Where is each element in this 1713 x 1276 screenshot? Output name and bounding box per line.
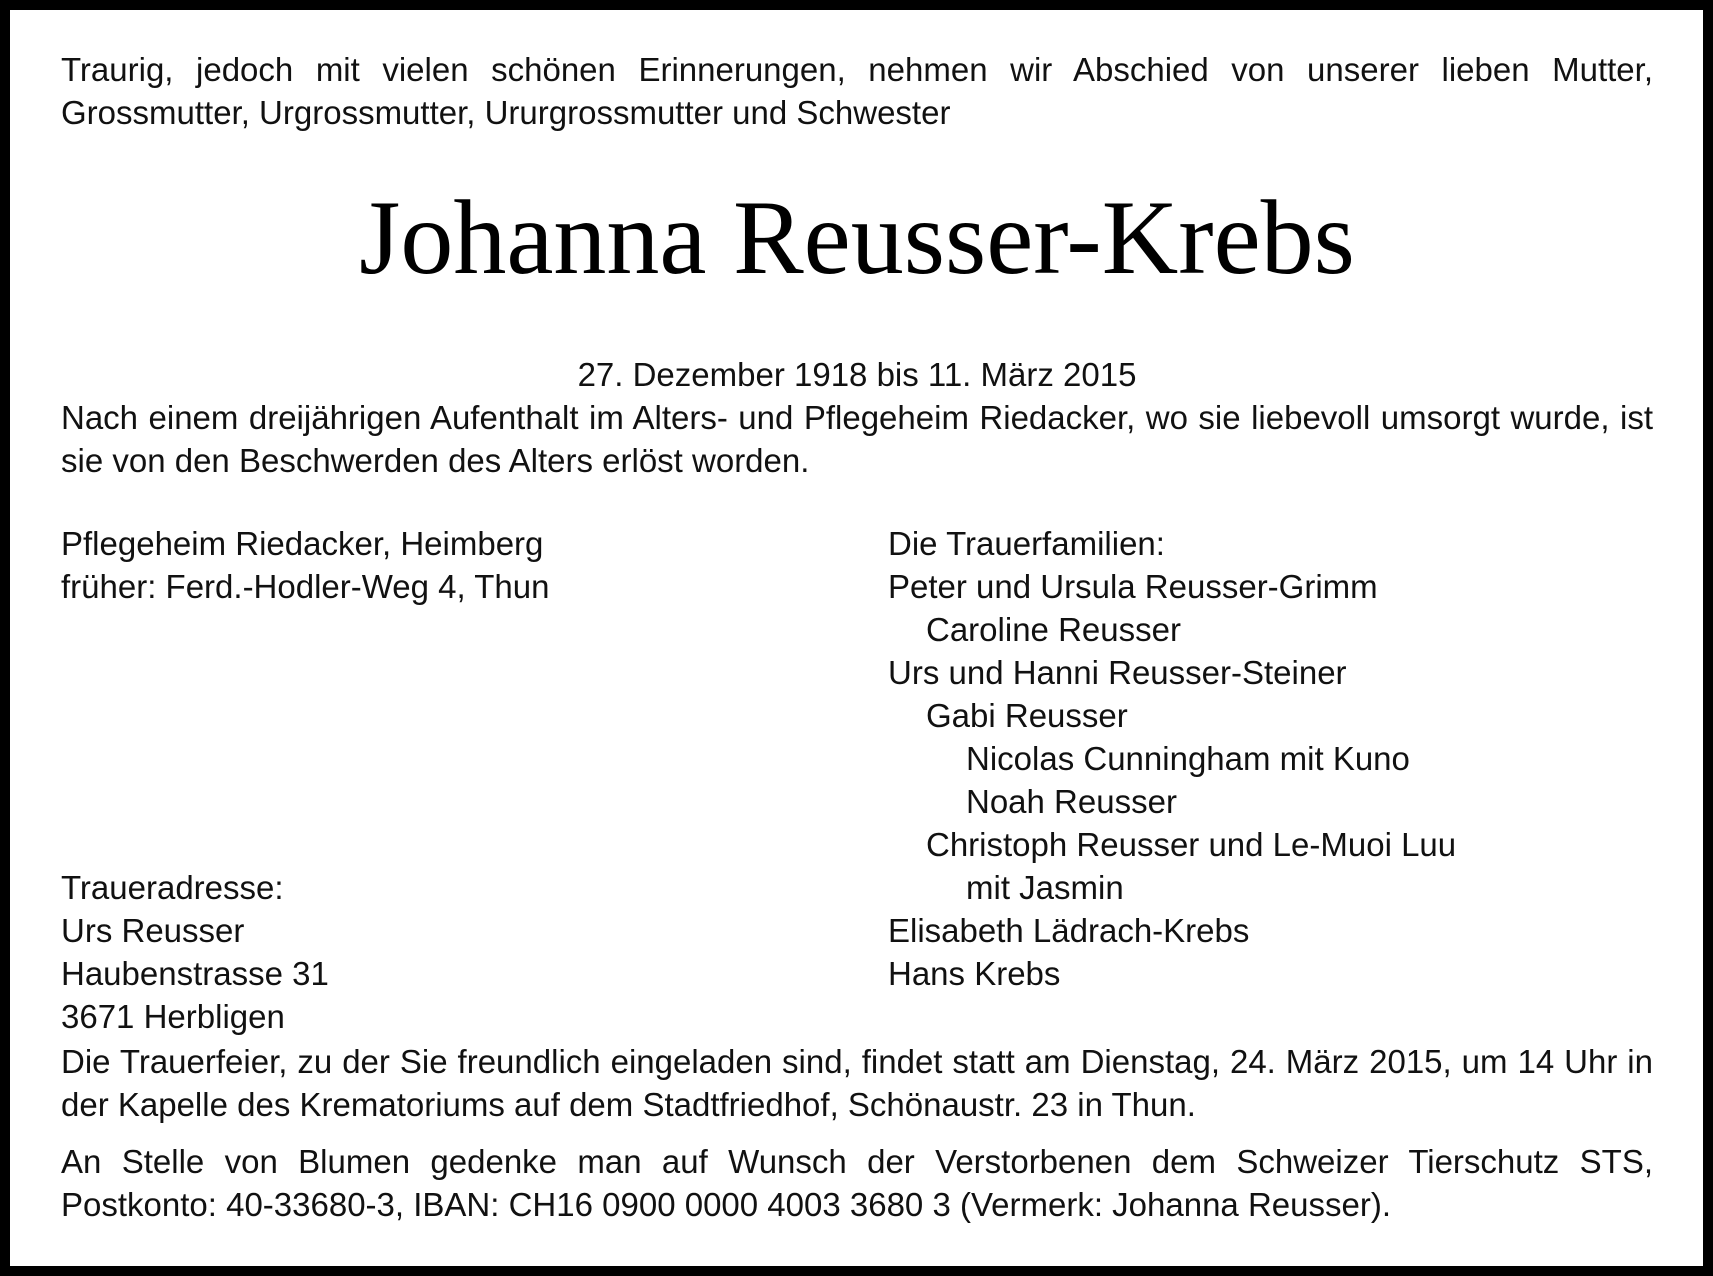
right-column	[888, 522, 1648, 995]
family-member: Elisabeth Lädrach-Krebs	[888, 912, 1250, 949]
intro-paragraph: Traurig, jedoch mit vielen schönen Erinnerungen, nehmen wir Abschied von unserer lieben Mutter, Grossmutter, Urgrossmutter, Ururgrossmutter und Schwester	[61, 51, 1653, 131]
former-address-line: früher: Ferd.-Hodler-Weg 4, Thun	[61, 568, 550, 605]
family-member: Urs und Hanni Reusser-Steiner	[888, 654, 1347, 691]
mourning-address-heading: Traueradresse:	[61, 869, 284, 906]
left-column	[61, 522, 881, 1038]
family-member: Noah Reusser	[966, 783, 1177, 820]
family-member: Caroline Reusser	[926, 611, 1181, 648]
service-paragraph: Die Trauerfeier, zu der Sie freundlich eingeladen sind, findet statt am Dienstag, 24. März 2015, um 14 Uhr in der Kapelle des Krematoriums auf dem Stadtfriedhof, Schönaustr. 23 in Thun.	[61, 1043, 1653, 1123]
residence-line: Pflegeheim Riedacker, Heimberg	[61, 525, 544, 562]
deceased-name: Johanna Reusser-Krebs	[359, 179, 1355, 296]
family-member: Hans Krebs	[888, 955, 1061, 992]
column-spacer	[61, 608, 881, 866]
family-member: Nicolas Cunningham mit Kuno	[966, 740, 1410, 777]
life-dates: 27. Dezember 1918 bis 11. März 2015	[577, 356, 1137, 393]
stay-paragraph: Nach einem dreijährigen Aufenthalt im Alters- und Pflegeheim Riedacker, wo sie liebevoll umsorgt wurde, ist sie von den Beschwerden des Alters erlöst worden.	[61, 399, 1653, 479]
donation-paragraph: An Stelle von Blumen gedenke man auf Wunsch der Verstorbenen dem Schweizer Tierschutz STS, Postkonto: 40-33680-3, IBAN: CH16 0900 0000 4003 3680 3 (Vermerk: Johanna Reusser).	[61, 1143, 1653, 1223]
family-member: Christoph Reusser und Le-Muoi Luu	[926, 826, 1457, 863]
family-member: Peter und Ursula Reusser-Grimm	[888, 568, 1378, 605]
family-member: mit Jasmin	[966, 869, 1124, 906]
family-member: Gabi Reusser	[926, 697, 1128, 734]
mourning-address-name: Urs Reusser	[61, 912, 245, 949]
mourning-address-city: 3671 Herbligen	[61, 998, 285, 1035]
families-heading: Die Trauerfamilien:	[888, 525, 1165, 562]
mourning-address-street: Haubenstrasse 31	[61, 955, 329, 992]
